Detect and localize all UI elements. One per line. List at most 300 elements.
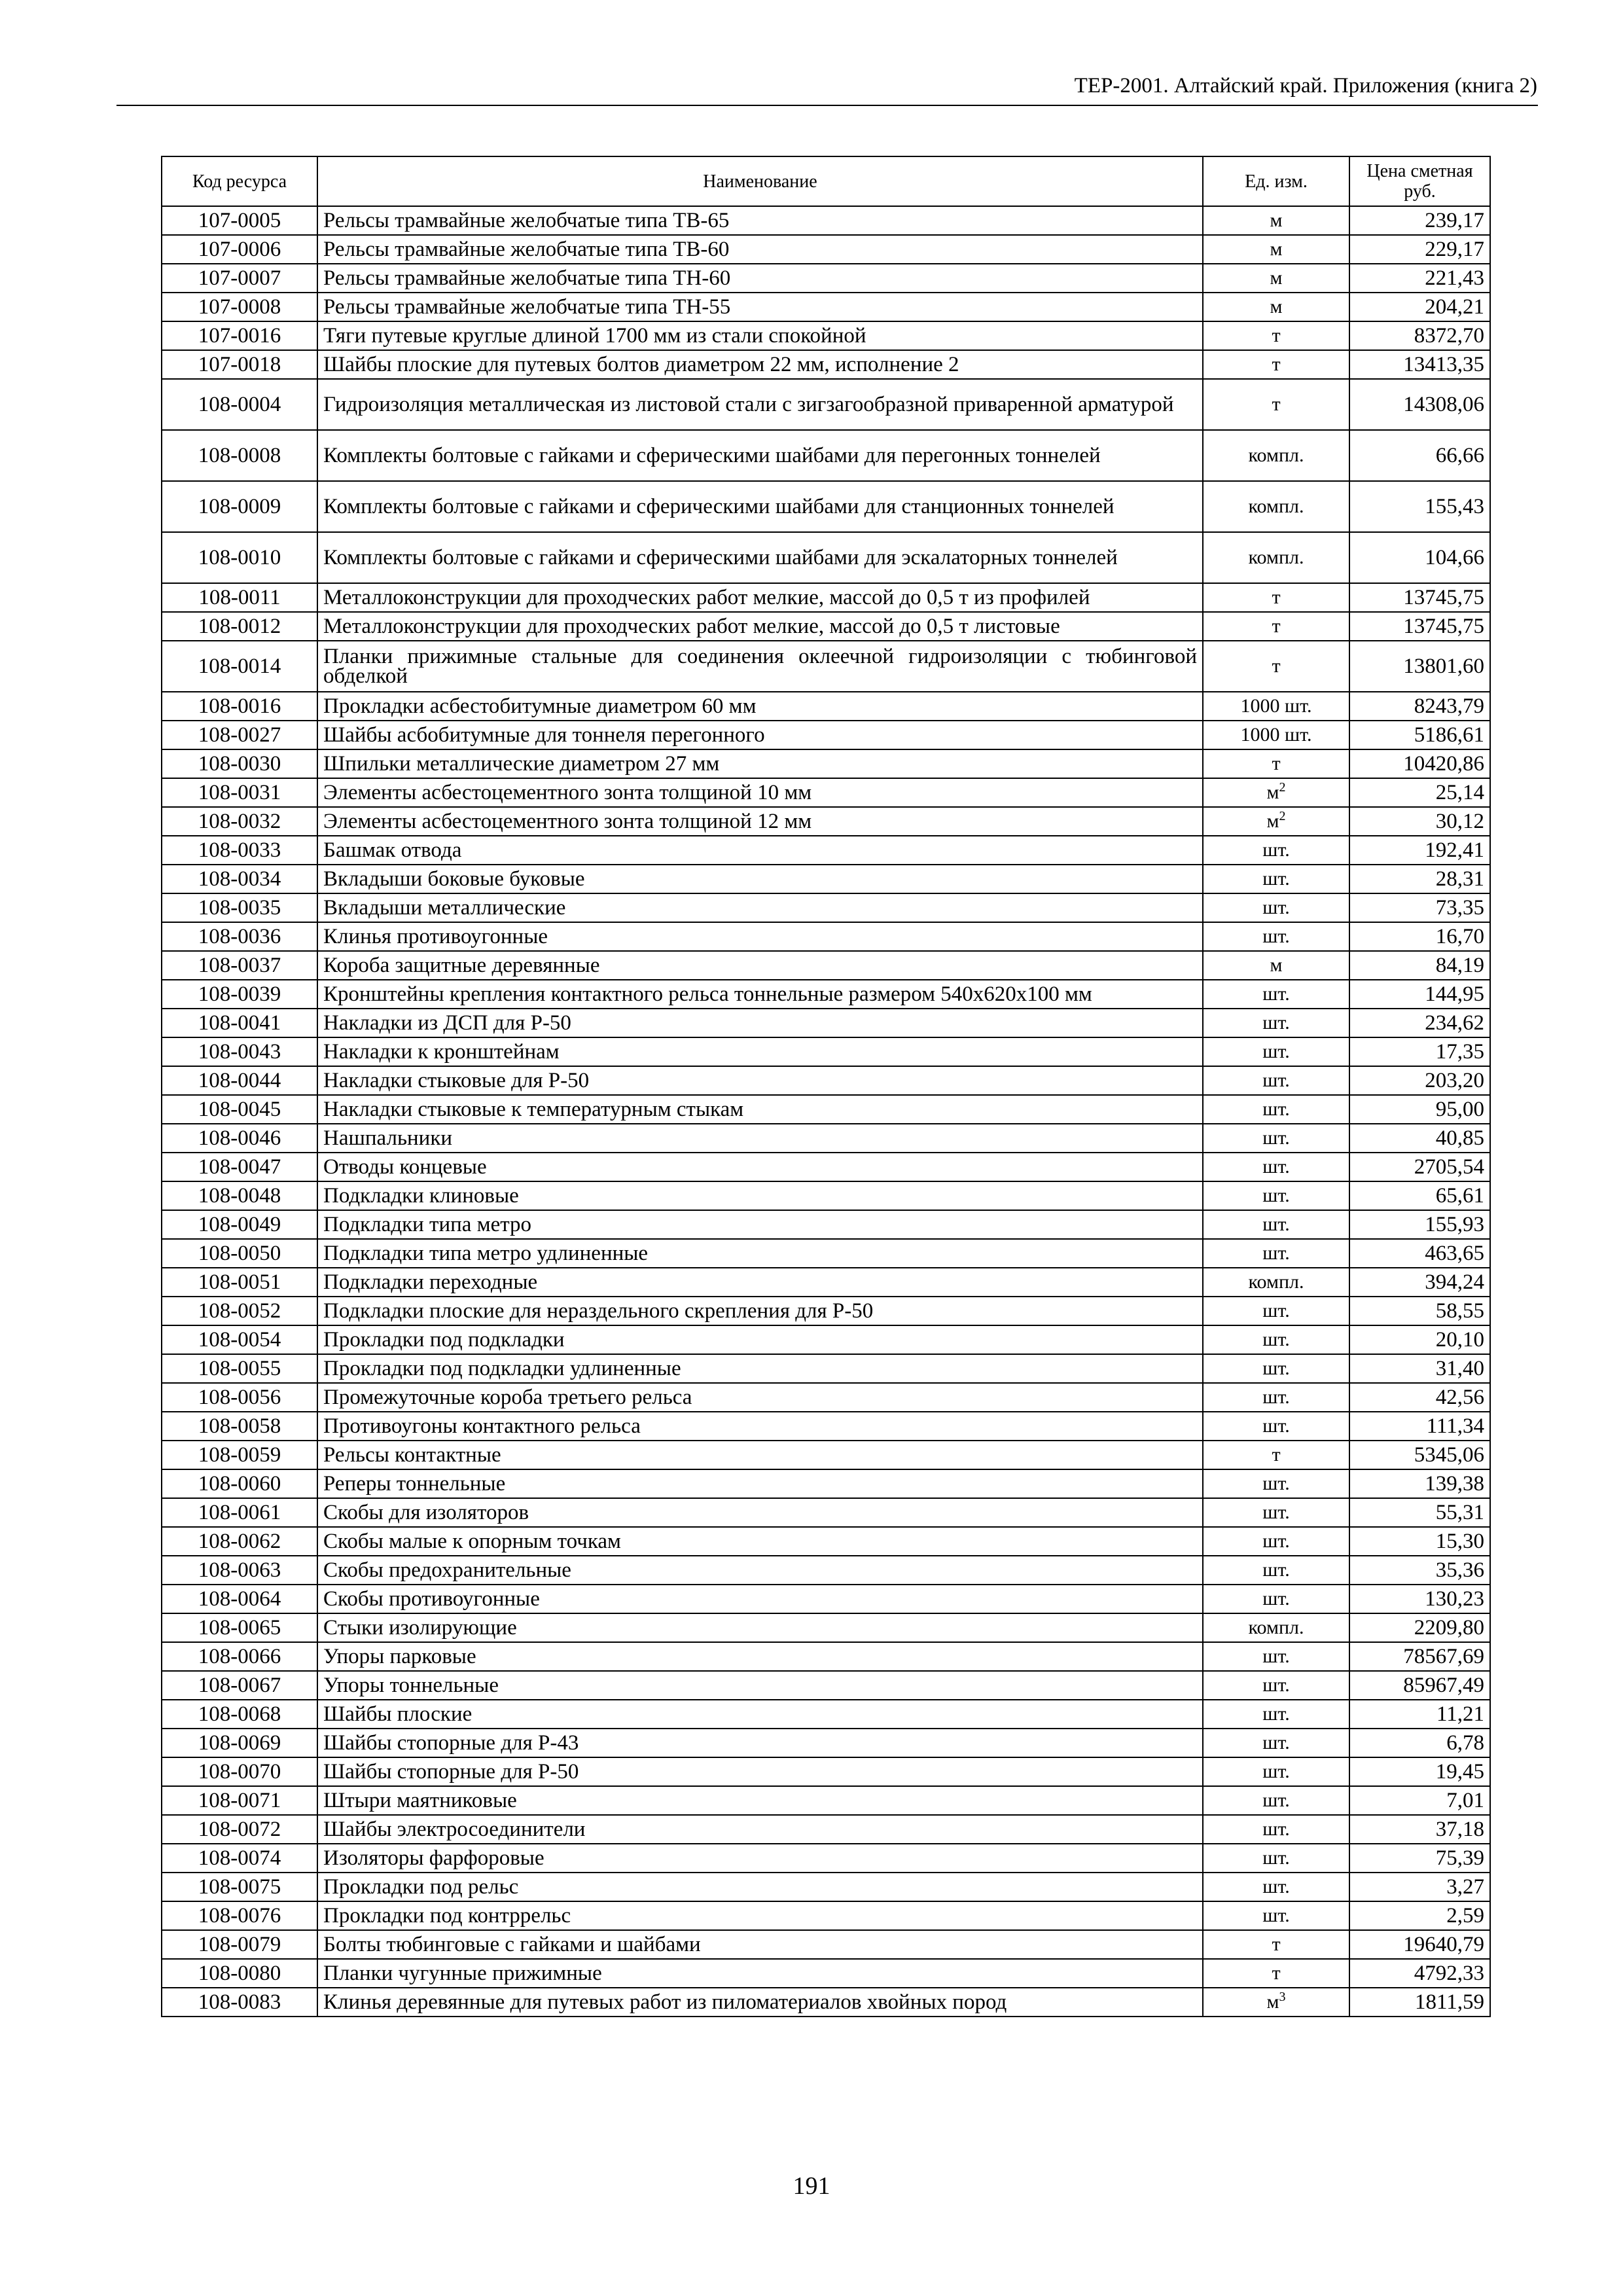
- resource-code-cell: 108-0027: [162, 721, 317, 749]
- unit-cell: шт.: [1203, 1556, 1349, 1585]
- unit-cell: т: [1203, 350, 1349, 379]
- price-cell: 2,59: [1349, 1901, 1490, 1930]
- unit-cell: шт.: [1203, 1844, 1349, 1873]
- price-cell: 30,12: [1349, 807, 1490, 836]
- resource-name-cell: Тяги путевые круглые длиной 1700 мм из стали спокойной: [317, 321, 1203, 350]
- price-cell: 155,43: [1349, 481, 1490, 532]
- unit-cell: [1203, 1988, 1349, 2017]
- unit-cell: шт.: [1203, 1297, 1349, 1325]
- table-row: [162, 1181, 1490, 1210]
- resource-code-cell: 108-0063: [162, 1556, 317, 1585]
- resource-code-cell: 108-0031: [162, 778, 317, 807]
- resource-code-cell: 108-0065: [162, 1613, 317, 1642]
- table-row: [162, 1297, 1490, 1325]
- price-cell: 204,21: [1349, 293, 1490, 321]
- table-row: [162, 749, 1490, 778]
- resource-code-cell: 108-0066: [162, 1642, 317, 1671]
- price-cell: 37,18: [1349, 1815, 1490, 1844]
- unit-base: м: [1266, 810, 1279, 832]
- resource-code-cell: 108-0051: [162, 1268, 317, 1297]
- price-cell: 5345,06: [1349, 1441, 1490, 1469]
- resource-name-cell: Прокладки под контррельс: [317, 1901, 1203, 1930]
- table-body: [162, 206, 1490, 2017]
- price-cell: 155,93: [1349, 1210, 1490, 1239]
- table-row: [162, 583, 1490, 612]
- unit-cell: м: [1203, 206, 1349, 235]
- resource-name-cell: Подкладки переходные: [317, 1268, 1203, 1297]
- table-row: [162, 692, 1490, 721]
- unit-cell: компл.: [1203, 430, 1349, 481]
- price-cell: 58,55: [1349, 1297, 1490, 1325]
- unit-cell: т: [1203, 379, 1349, 430]
- resource-name-cell: Элементы асбестоцементного зонта толщиной 10 мм: [317, 778, 1203, 807]
- table-row: [162, 641, 1490, 692]
- resource-name-cell: Промежуточные короба третьего рельса: [317, 1383, 1203, 1412]
- table-row: [162, 951, 1490, 980]
- table-row: [162, 1239, 1490, 1268]
- table-row: [162, 922, 1490, 951]
- table-row: [162, 1585, 1490, 1613]
- column-header-price: Цена сметная руб.: [1349, 156, 1490, 206]
- unit-cell: т: [1203, 641, 1349, 692]
- resource-price-table: [161, 156, 1491, 2017]
- unit-exponent: 3: [1279, 1990, 1286, 2004]
- resource-code-cell: 107-0005: [162, 206, 317, 235]
- price-cell: 144,95: [1349, 980, 1490, 1009]
- price-cell: 11,21: [1349, 1700, 1490, 1729]
- resource-name-cell: Накладки к кронштейнам: [317, 1037, 1203, 1066]
- price-cell: 66,66: [1349, 430, 1490, 481]
- price-cell: 95,00: [1349, 1095, 1490, 1124]
- table-row: [162, 980, 1490, 1009]
- resource-code-cell: 108-0033: [162, 836, 317, 865]
- table-row: [162, 721, 1490, 749]
- resource-code-cell: 108-0069: [162, 1729, 317, 1757]
- table-row: [162, 1959, 1490, 1988]
- resource-name-cell: Подкладки плоские для нераздельного скрепления для Р-50: [317, 1297, 1203, 1325]
- resource-name-cell: Прокладки под подкладки: [317, 1325, 1203, 1354]
- header-rule: [116, 105, 1538, 106]
- unit-cell: т: [1203, 1930, 1349, 1959]
- resource-name-cell: Подкладки типа метро удлиненные: [317, 1239, 1203, 1268]
- resource-code-cell: 108-0044: [162, 1066, 317, 1095]
- unit-cell: шт.: [1203, 1239, 1349, 1268]
- table-row: [162, 1844, 1490, 1873]
- unit-cell: шт.: [1203, 1815, 1349, 1844]
- price-cell: 2705,54: [1349, 1153, 1490, 1181]
- resource-code-cell: 108-0056: [162, 1383, 317, 1412]
- unit-cell: шт.: [1203, 1412, 1349, 1441]
- unit-cell: 1000 шт.: [1203, 692, 1349, 721]
- resource-code-cell: 108-0064: [162, 1585, 317, 1613]
- table-row: [162, 1066, 1490, 1095]
- table-row: [162, 532, 1490, 583]
- unit-cell: м: [1203, 264, 1349, 293]
- table-row: [162, 1757, 1490, 1786]
- column-header-code: Код ресурса: [162, 156, 317, 206]
- resource-code-cell: 108-0034: [162, 865, 317, 893]
- unit-cell: шт.: [1203, 1585, 1349, 1613]
- price-cell: 13413,35: [1349, 350, 1490, 379]
- unit-cell: компл.: [1203, 532, 1349, 583]
- table-row: [162, 1095, 1490, 1124]
- unit-cell: т: [1203, 749, 1349, 778]
- resource-code-cell: 108-0004: [162, 379, 317, 430]
- resource-code-cell: 108-0035: [162, 893, 317, 922]
- price-cell: 31,40: [1349, 1354, 1490, 1383]
- resource-name-cell: Комплекты болтовые с гайками и сферическими шайбами для перегонных тоннелей: [317, 430, 1203, 481]
- table-row: [162, 1441, 1490, 1469]
- resource-name-cell: Шайбы асбобитумные для тоннеля перегонного: [317, 721, 1203, 749]
- price-cell: 192,41: [1349, 836, 1490, 865]
- unit-cell: м: [1203, 235, 1349, 264]
- unit-cell: шт.: [1203, 1095, 1349, 1124]
- resource-code-cell: 108-0043: [162, 1037, 317, 1066]
- price-cell: 6,78: [1349, 1729, 1490, 1757]
- resource-code-cell: 107-0007: [162, 264, 317, 293]
- resource-code-cell: 108-0059: [162, 1441, 317, 1469]
- unit-cell: [1203, 778, 1349, 807]
- unit-cell: шт.: [1203, 1066, 1349, 1095]
- unit-cell: шт.: [1203, 1153, 1349, 1181]
- unit-cell: т: [1203, 612, 1349, 641]
- price-cell: 394,24: [1349, 1268, 1490, 1297]
- unit-cell: шт.: [1203, 1469, 1349, 1498]
- resource-code-cell: 108-0067: [162, 1671, 317, 1700]
- resource-name-cell: Скобы малые к опорным точкам: [317, 1527, 1203, 1556]
- table-row: [162, 321, 1490, 350]
- table-row: [162, 1124, 1490, 1153]
- resource-code-cell: 108-0079: [162, 1930, 317, 1959]
- resource-code-cell: 108-0045: [162, 1095, 317, 1124]
- resource-name-cell: Рельсы трамвайные желобчатые типа ТВ-65: [317, 206, 1203, 235]
- resource-name-cell: Штыри маятниковые: [317, 1786, 1203, 1815]
- resource-code-cell: 108-0030: [162, 749, 317, 778]
- table-row: [162, 1729, 1490, 1757]
- resource-name-cell: Шайбы плоские для путевых болтов диаметром 22 мм, исполнение 2: [317, 350, 1203, 379]
- price-cell: 234,62: [1349, 1009, 1490, 1037]
- price-cell: 221,43: [1349, 264, 1490, 293]
- column-header-name: Наименование: [317, 156, 1203, 206]
- unit-cell: т: [1203, 583, 1349, 612]
- resource-code-cell: 108-0009: [162, 481, 317, 532]
- unit-cell: компл.: [1203, 1613, 1349, 1642]
- price-cell: 7,01: [1349, 1786, 1490, 1815]
- price-cell: 19640,79: [1349, 1930, 1490, 1959]
- table-row: [162, 1527, 1490, 1556]
- resource-code-cell: 108-0060: [162, 1469, 317, 1498]
- resource-name-cell: Клинья деревянные для путевых работ из пиломатериалов хвойных пород: [317, 1988, 1203, 2017]
- unit-cell: шт.: [1203, 865, 1349, 893]
- table-row: [162, 1498, 1490, 1527]
- unit-cell: шт.: [1203, 1037, 1349, 1066]
- resource-name-cell: Планки чугунные прижимные: [317, 1959, 1203, 1988]
- unit-cell: шт.: [1203, 1181, 1349, 1210]
- column-header-unit: Ед. изм.: [1203, 156, 1349, 206]
- resource-name-cell: Кронштейны крепления контактного рельса тоннельные размером 540х620х100 мм: [317, 980, 1203, 1009]
- table-row: [162, 1469, 1490, 1498]
- unit-cell: т: [1203, 1959, 1349, 1988]
- price-cell: 4792,33: [1349, 1959, 1490, 1988]
- resource-code-cell: 108-0036: [162, 922, 317, 951]
- table-row: [162, 235, 1490, 264]
- price-cell: 28,31: [1349, 865, 1490, 893]
- resource-code-cell: 108-0072: [162, 1815, 317, 1844]
- unit-cell: т: [1203, 1441, 1349, 1469]
- resource-code-cell: 107-0006: [162, 235, 317, 264]
- unit-exponent: 2: [1279, 780, 1286, 795]
- resource-name-cell: Упоры тоннельные: [317, 1671, 1203, 1700]
- price-cell: 111,34: [1349, 1412, 1490, 1441]
- resource-name-cell: Металлоконструкции для проходческих работ мелкие, массой до 0,5 т из профилей: [317, 583, 1203, 612]
- resource-code-cell: 108-0047: [162, 1153, 317, 1181]
- resource-name-cell: Рельсы трамвайные желобчатые типа ТВ-60: [317, 235, 1203, 264]
- unit-cell: шт.: [1203, 1210, 1349, 1239]
- unit-exponent: 2: [1279, 809, 1286, 823]
- price-cell: 8243,79: [1349, 692, 1490, 721]
- table-row: [162, 1556, 1490, 1585]
- price-cell: 10420,86: [1349, 749, 1490, 778]
- price-cell: 16,70: [1349, 922, 1490, 951]
- price-cell: 15,30: [1349, 1527, 1490, 1556]
- table-row: [162, 1037, 1490, 1066]
- unit-cell: шт.: [1203, 1354, 1349, 1383]
- unit-cell: шт.: [1203, 1527, 1349, 1556]
- resource-code-cell: 108-0014: [162, 641, 317, 692]
- price-cell: 20,10: [1349, 1325, 1490, 1354]
- resource-code-cell: 108-0049: [162, 1210, 317, 1239]
- price-cell: 463,65: [1349, 1239, 1490, 1268]
- unit-cell: шт.: [1203, 1901, 1349, 1930]
- table-row: [162, 1700, 1490, 1729]
- table-row: [162, 1930, 1490, 1959]
- resource-code-cell: 108-0037: [162, 951, 317, 980]
- resource-name-cell: Комплекты болтовые с гайками и сферическими шайбами для станционных тоннелей: [317, 481, 1203, 532]
- resource-code-cell: 108-0061: [162, 1498, 317, 1527]
- resource-code-cell: 108-0075: [162, 1873, 317, 1901]
- price-cell: 8372,70: [1349, 321, 1490, 350]
- resource-name-cell: Реперы тоннельные: [317, 1469, 1203, 1498]
- unit-cell: компл.: [1203, 1268, 1349, 1297]
- resource-name-cell: Скобы противоугонные: [317, 1585, 1203, 1613]
- unit-cell: шт.: [1203, 1671, 1349, 1700]
- resource-code-cell: 108-0062: [162, 1527, 317, 1556]
- table-row: [162, 379, 1490, 430]
- price-cell: 104,66: [1349, 532, 1490, 583]
- table-row: [162, 1412, 1490, 1441]
- resource-name-cell: Рельсы трамвайные желобчатые типа ТН-55: [317, 293, 1203, 321]
- price-cell: 13745,75: [1349, 612, 1490, 641]
- unit-cell: компл.: [1203, 481, 1349, 532]
- price-cell: 239,17: [1349, 206, 1490, 235]
- resource-name-cell: Рельсы контактные: [317, 1441, 1203, 1469]
- price-cell: 40,85: [1349, 1124, 1490, 1153]
- unit-cell: 1000 шт.: [1203, 721, 1349, 749]
- table-row: [162, 430, 1490, 481]
- table-row: [162, 1613, 1490, 1642]
- table-row: [162, 1901, 1490, 1930]
- unit-cell: шт.: [1203, 1729, 1349, 1757]
- table-row: [162, 481, 1490, 532]
- table-row: [162, 1988, 1490, 2017]
- price-cell: 13801,60: [1349, 641, 1490, 692]
- resource-code-cell: 108-0054: [162, 1325, 317, 1354]
- table-row: [162, 1009, 1490, 1037]
- resource-name-cell: Изоляторы фарфоровые: [317, 1844, 1203, 1873]
- resource-code-cell: 108-0074: [162, 1844, 317, 1873]
- resource-name-cell: Шайбы стопорные для Р-50: [317, 1757, 1203, 1786]
- unit-base: м: [1266, 1991, 1279, 2013]
- table-row: [162, 1815, 1490, 1844]
- resource-name-cell: Шпильки металлические диаметром 27 мм: [317, 749, 1203, 778]
- price-cell: 75,39: [1349, 1844, 1490, 1873]
- resource-code-cell: 108-0046: [162, 1124, 317, 1153]
- resource-name-cell: Рельсы трамвайные желобчатые типа ТН-60: [317, 264, 1203, 293]
- unit-cell: м: [1203, 293, 1349, 321]
- unit-cell: шт.: [1203, 1700, 1349, 1729]
- table-row: [162, 865, 1490, 893]
- table-row: [162, 836, 1490, 865]
- table-row: [162, 1786, 1490, 1815]
- table-row: [162, 1153, 1490, 1181]
- resource-code-cell: 108-0041: [162, 1009, 317, 1037]
- resource-name-cell: Элементы асбестоцементного зонта толщиной 12 мм: [317, 807, 1203, 836]
- resource-code-cell: 108-0071: [162, 1786, 317, 1815]
- resource-name-cell: Шайбы стопорные для Р-43: [317, 1729, 1203, 1757]
- resource-code-cell: 108-0052: [162, 1297, 317, 1325]
- resource-code-cell: 108-0050: [162, 1239, 317, 1268]
- table-row: [162, 293, 1490, 321]
- resource-name-cell: Накладки стыковые к температурным стыкам: [317, 1095, 1203, 1124]
- resource-code-cell: 108-0012: [162, 612, 317, 641]
- price-cell: 17,35: [1349, 1037, 1490, 1066]
- unit-cell: шт.: [1203, 1786, 1349, 1815]
- price-cell: 203,20: [1349, 1066, 1490, 1095]
- resource-name-cell: Подкладки типа метро: [317, 1210, 1203, 1239]
- table-row: [162, 1383, 1490, 1412]
- unit-cell: шт.: [1203, 836, 1349, 865]
- price-cell: 35,36: [1349, 1556, 1490, 1585]
- price-cell: 1811,59: [1349, 1988, 1490, 2017]
- price-cell: 3,27: [1349, 1873, 1490, 1901]
- unit-cell: шт.: [1203, 922, 1349, 951]
- resource-name-cell: Нашпальники: [317, 1124, 1203, 1153]
- resource-code-cell: 108-0039: [162, 980, 317, 1009]
- price-cell: 73,35: [1349, 893, 1490, 922]
- running-header: ТЕР-2001. Алтайский край. Приложения (книга 2): [1074, 74, 1537, 98]
- resource-name-cell: Башмак отвода: [317, 836, 1203, 865]
- resource-name-cell: Комплекты болтовые с гайками и сферическими шайбами для эскалаторных тоннелей: [317, 532, 1203, 583]
- price-cell: 2209,80: [1349, 1613, 1490, 1642]
- resource-code-cell: 108-0058: [162, 1412, 317, 1441]
- table-row: [162, 350, 1490, 379]
- unit-cell: шт.: [1203, 980, 1349, 1009]
- resource-name-cell: Противоугоны контактного рельса: [317, 1412, 1203, 1441]
- unit-cell: шт.: [1203, 1325, 1349, 1354]
- unit-cell: шт.: [1203, 1873, 1349, 1901]
- resource-code-cell: 108-0068: [162, 1700, 317, 1729]
- resource-code-cell: 108-0070: [162, 1757, 317, 1786]
- resource-name-cell: Вкладыши металлические: [317, 893, 1203, 922]
- price-cell: 139,38: [1349, 1469, 1490, 1498]
- resource-name-cell: Прокладки под подкладки удлиненные: [317, 1354, 1203, 1383]
- table-row: [162, 1354, 1490, 1383]
- resource-code-cell: 108-0032: [162, 807, 317, 836]
- price-cell: 14308,06: [1349, 379, 1490, 430]
- price-cell: 55,31: [1349, 1498, 1490, 1527]
- table-row: [162, 206, 1490, 235]
- resource-code-cell: 108-0083: [162, 1988, 317, 2017]
- resource-code-cell: 108-0008: [162, 430, 317, 481]
- unit-cell: т: [1203, 321, 1349, 350]
- resource-code-cell: 108-0048: [162, 1181, 317, 1210]
- unit-cell: м: [1203, 951, 1349, 980]
- resource-name-cell: Скобы для изоляторов: [317, 1498, 1203, 1527]
- price-cell: 19,45: [1349, 1757, 1490, 1786]
- page-number: 191: [793, 2172, 830, 2200]
- price-cell: 5186,61: [1349, 721, 1490, 749]
- price-cell: 130,23: [1349, 1585, 1490, 1613]
- resource-name-cell: Клинья противоугонные: [317, 922, 1203, 951]
- unit-cell: шт.: [1203, 1383, 1349, 1412]
- resource-code-cell: 108-0010: [162, 532, 317, 583]
- table-row: [162, 264, 1490, 293]
- table-row: [162, 778, 1490, 807]
- resource-name-cell: Шайбы электросоединители: [317, 1815, 1203, 1844]
- price-cell: 229,17: [1349, 235, 1490, 264]
- resource-code-cell: 108-0080: [162, 1959, 317, 1988]
- resource-code-cell: 107-0018: [162, 350, 317, 379]
- price-cell: 25,14: [1349, 778, 1490, 807]
- resource-name-cell: Прокладки под рельс: [317, 1873, 1203, 1901]
- resource-name-cell: Металлоконструкции для проходческих работ мелкие, массой до 0,5 т листовые: [317, 612, 1203, 641]
- unit-base: м: [1266, 781, 1279, 803]
- resource-code-cell: 108-0055: [162, 1354, 317, 1383]
- unit-cell: шт.: [1203, 893, 1349, 922]
- price-cell: 85967,49: [1349, 1671, 1490, 1700]
- table-header-row: [162, 156, 1490, 206]
- table-row: [162, 1642, 1490, 1671]
- price-cell: 65,61: [1349, 1181, 1490, 1210]
- unit-cell: [1203, 807, 1349, 836]
- unit-cell: шт.: [1203, 1498, 1349, 1527]
- resource-code-cell: 108-0011: [162, 583, 317, 612]
- resource-name-cell: Скобы предохранительные: [317, 1556, 1203, 1585]
- unit-cell: шт.: [1203, 1642, 1349, 1671]
- table-row: [162, 1671, 1490, 1700]
- table-row: [162, 1210, 1490, 1239]
- resource-code-cell: 107-0016: [162, 321, 317, 350]
- resource-name-cell: Подкладки клиновые: [317, 1181, 1203, 1210]
- table-row: [162, 1873, 1490, 1901]
- resource-name-cell: Болты тюбинговые с гайками и шайбами: [317, 1930, 1203, 1959]
- table-row: [162, 893, 1490, 922]
- resource-code-cell: 107-0008: [162, 293, 317, 321]
- price-cell: 78567,69: [1349, 1642, 1490, 1671]
- resource-code-cell: 108-0076: [162, 1901, 317, 1930]
- price-cell: 84,19: [1349, 951, 1490, 980]
- price-cell: 42,56: [1349, 1383, 1490, 1412]
- unit-cell: шт.: [1203, 1124, 1349, 1153]
- resource-name-cell: Накладки стыковые для Р-50: [317, 1066, 1203, 1095]
- unit-cell: шт.: [1203, 1757, 1349, 1786]
- resource-name-cell: Шайбы плоские: [317, 1700, 1203, 1729]
- resource-name-cell: Накладки из ДСП для Р-50: [317, 1009, 1203, 1037]
- resource-name-cell: Прокладки асбестобитумные диаметром 60 мм: [317, 692, 1203, 721]
- resource-name-cell: Гидроизоляция металлическая из листовой стали с зигзагообразной приваренной арматурой: [317, 379, 1203, 430]
- resource-name-cell: Короба защитные деревянные: [317, 951, 1203, 980]
- table-row: [162, 612, 1490, 641]
